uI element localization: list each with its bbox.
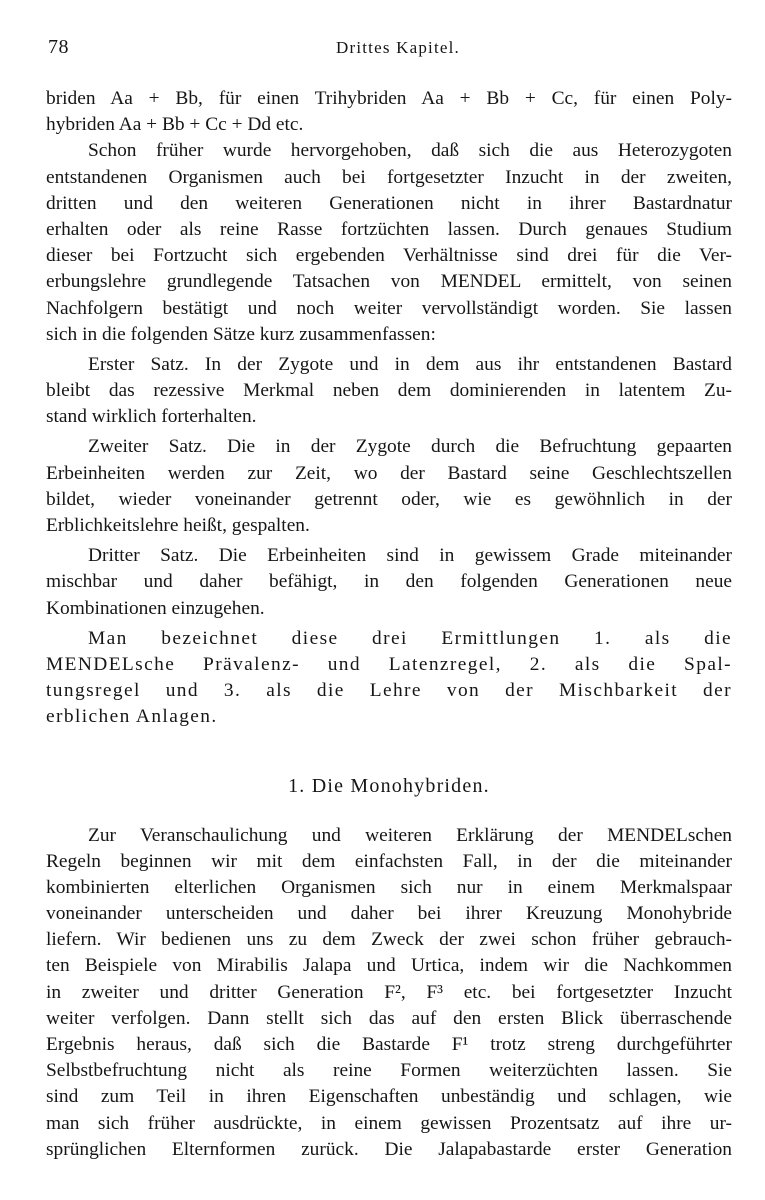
text-line: bleibt das rezessive Merkmal neben dem dominierenden in latentem Zu- — [46, 380, 732, 402]
text-body — [46, 86, 732, 1163]
text-line: ten Beispiele von Mirabilis Jalapa und Urtica, indem wir die Nachkommen — [46, 955, 732, 977]
section-heading: 1. Die Monohybriden. — [288, 774, 490, 797]
paragraph-second-law — [46, 434, 732, 539]
text-line: Dritter Satz. Die Erbeinheiten sind in gewissem Grade miteinander — [88, 545, 732, 567]
paragraph-summary — [46, 626, 732, 731]
text-line: Nachfolgern bestätigt und noch weiter vervollständigt worden. Sie lassen — [46, 297, 732, 319]
text-line: sprünglichen Elternformen zurück. Die Jalapabastarde erster Generation — [46, 1138, 732, 1160]
paragraph-third-law — [46, 543, 732, 622]
text-line: in zweiter und dritter Generation F², F³ etc. bei fortgesetzter Inzucht — [46, 981, 732, 1003]
text-line: MENDELsche Prävalenz- und Latenzregel, 2. als die Spal- — [46, 653, 732, 675]
text-line: hybriden Aa + Bb + Cc + Dd etc. — [46, 114, 304, 136]
text-line: sind zum Teil in ihren Eigenschaften unbeständig und schlagen, wie — [46, 1086, 732, 1108]
text-line: dieser bei Fortzucht sich ergebenden Verhältnisse sind drei für die Ver- — [46, 245, 732, 267]
text-line: Man bezeichnet diese drei Ermittlungen 1. als die — [88, 627, 732, 649]
text-line: erhalten oder als reine Rasse fortzüchten lassen. Durch genaues Studium — [46, 218, 732, 240]
text-line: kombinierten elterlichen Organismen sich nur in einem Merkmalspaar — [46, 876, 732, 898]
text-line: Selbstbefruchtung nicht als reine Formen weiterzüchten lassen. Sie — [46, 1060, 732, 1082]
text-line: tungsregel und 3. als die Lehre von der Mischbarkeit der — [46, 680, 732, 702]
text-line: voneinander unterscheiden und daher bei ihrer Kreuzung Monohybride — [46, 903, 732, 925]
text-line: briden Aa + Bb, für einen Trihybriden Aa + Bb + Cc, für einen Poly- — [46, 88, 732, 109]
text-line: erblichen Anlagen. — [46, 706, 218, 728]
paragraph-first-law — [46, 352, 732, 431]
chapter-title: Drittes Kapitel. — [336, 38, 461, 57]
page-number: 78 — [48, 36, 69, 58]
paragraph-continuation — [46, 86, 732, 138]
text-line: bildet, wieder voneinander getrennt oder, wie es gewöhnlich in der — [46, 488, 732, 510]
paragraph-mendel-findings — [46, 138, 732, 348]
text-line: entstandenen Organismen auch bei fortgesetzter Inzucht in der zweiten, — [46, 166, 732, 188]
text-line: mischbar und daher befähigt, in den folgenden Generationen neue — [46, 571, 732, 593]
text-line: stand wirklich forterhalten. — [46, 406, 257, 428]
text-line: Zur Veranschaulichung und weiteren Erklärung der MENDELschen — [88, 824, 732, 846]
text-line: man sich früher ausdrückte, in einem gewissen Prozentsatz auf ihre ur- — [46, 1112, 732, 1134]
running-head — [46, 28, 726, 58]
text-line: Kombinationen einzugehen. — [46, 597, 265, 619]
text-line: Erbeinheiten werden zur Zeit, wo der Bastard seine Geschlechtszellen — [46, 462, 732, 484]
text-line: weiter verfolgen. Dann stellt sich das auf den ersten Blick überraschende — [46, 1007, 732, 1029]
text-line: Ergebnis heraus, daß sich die Bastarde F¹ trotz streng durchgeführter — [46, 1034, 732, 1055]
text-line: Schon früher wurde hervorgehoben, daß sich die aus Heterozygoten — [88, 140, 732, 162]
text-line: Zweiter Satz. Die in der Zygote durch die Befruchtung gepaarten — [88, 436, 732, 458]
text-line: erbungslehre grundlegende Tatsachen von MENDEL ermittelt, von seinen — [46, 271, 732, 293]
text-line: sich in die folgenden Sätze kurz zusammenfassen: — [46, 323, 436, 345]
paragraph-monohybrids — [46, 823, 732, 1163]
text-line: dritten und den weiteren Generationen nicht in ihrer Bastardnatur — [46, 192, 732, 214]
text-line: liefern. Wir bedienen uns zu dem Zweck der zwei schon früher gebrauch- — [46, 929, 732, 951]
text-line: Regeln beginnen wir mit dem einfachsten Fall, in der die miteinander — [46, 850, 732, 872]
text-line: Erblichkeitslehre heißt, gespalten. — [46, 515, 310, 536]
text-line: Erster Satz. In der Zygote und in dem aus ihr entstandenen Bastard — [88, 353, 732, 375]
